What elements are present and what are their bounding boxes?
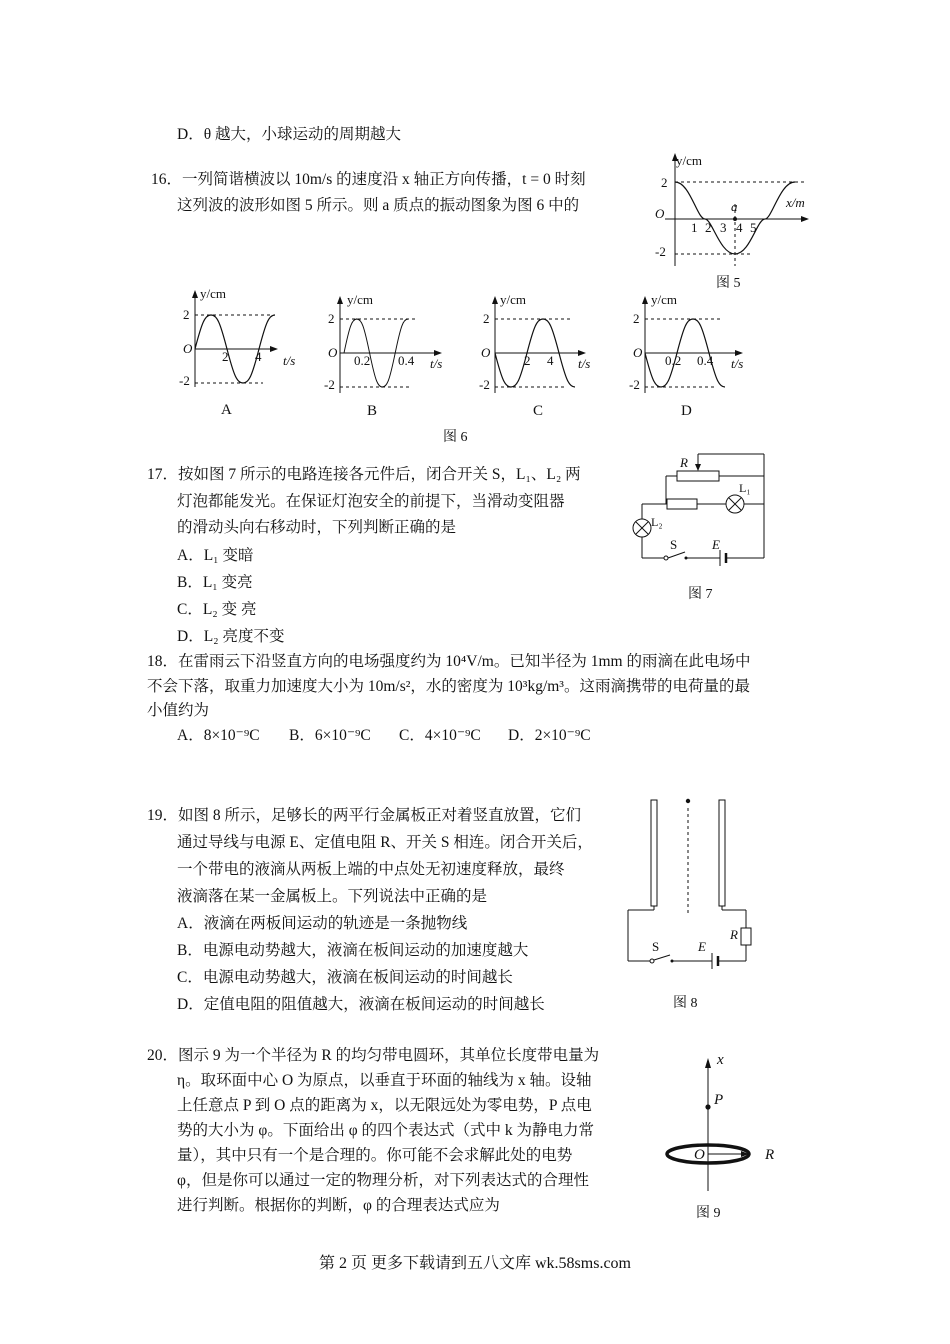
fig8-label-r: R — [730, 927, 738, 942]
q18-stem-line2: 不会下落，取重力加速度大小为 10m/s²，水的密度为 10³kg/m³。这雨滴携带的电荷量的最 — [147, 678, 750, 695]
fig8-label-s: S — [652, 939, 660, 954]
q19-option-b: B．电源电动势越大，液滴在板间运动的加速度越大 — [177, 942, 529, 959]
figure-8-caption: 图 8 — [673, 996, 698, 1011]
q19-stem-line2: 通过导线与电源 E、定值电阻 R、开关 S 相连。闭合开关后， — [177, 834, 593, 851]
fig6a-letter: A — [221, 402, 232, 418]
fig6d-origin: O — [633, 345, 643, 360]
figure-6-graph-b — [320, 288, 450, 428]
figure-9-caption: 图 9 — [696, 1206, 721, 1221]
fig9-label-x: x — [717, 1052, 724, 1068]
q20-stem-line7: 进行判断。根据你的判断，φ 的合理表达式应为 — [177, 1197, 500, 1214]
q20-stem-line5: 量），其中只有一个是合理的。你可能不会求解此处的电势 — [177, 1147, 573, 1164]
fig5-origin: O — [655, 206, 665, 221]
q18-option-d: D．2×10⁻⁹C — [508, 727, 591, 744]
page-footer: 第 2 页 更多下载请到五八文库 wk.58sms.com — [318, 1255, 631, 1272]
fig5-y-tick: -2 — [655, 244, 666, 259]
fig5-x-tick: 4 — [736, 220, 743, 235]
figure-6-graph-a — [175, 282, 305, 422]
fig6b-origin: O — [328, 345, 338, 360]
figure-8-parallel-plates — [620, 794, 760, 974]
q17-stem-line1: 17．按如图 7 所示的电路连接各元件后，闭合开关 S，L₁、L₂ 两 — [147, 466, 581, 483]
fig6c-letter: C — [533, 403, 544, 419]
fig6b-x-label: t/s — [430, 356, 443, 371]
q18-stem-line3: 小值约为 — [147, 702, 210, 719]
q20-stem-line3: 上任意点 P 到 O 点的距离为 x，以无限远处为零电势，P 点电 — [177, 1097, 592, 1114]
fig5-x-tick: 2 — [705, 220, 712, 235]
q15-option-d: D．θ 越大，小球运动的周期越大 — [177, 126, 401, 143]
fig7-label-l2: L₂ — [651, 515, 663, 529]
q17-option-b: B．L₁ 变亮 — [177, 574, 253, 591]
fig9-label-p: P — [714, 1092, 724, 1108]
fig6d-y-tick: 2 — [633, 311, 640, 326]
fig5-x-label: x/m — [786, 195, 805, 210]
q18-option-b: B．6×10⁻⁹C — [289, 727, 371, 744]
fig6c-y-label: y/cm — [500, 292, 526, 307]
fig7-label-s: S — [670, 537, 678, 552]
fig6b-y-label: y/cm — [347, 292, 373, 307]
q18-option-c: C．4×10⁻⁹C — [399, 727, 481, 744]
fig6a-y-tick: 2 — [183, 307, 190, 322]
fig6b-y-tick: -2 — [324, 377, 335, 392]
fig6c-y-tick: -2 — [479, 377, 490, 392]
q17-option-a: A．L₁ 变暗 — [177, 547, 254, 564]
fig6c-x-tick: 4 — [547, 353, 554, 368]
fig5-y-label: y/cm — [676, 153, 702, 168]
q20-stem-line1: 20．图示 9 为一个半径为 R 的均匀带电圆环，其单位长度带电量为 — [147, 1047, 600, 1064]
figure-6-graph-d — [625, 288, 755, 428]
fig6c-origin: O — [481, 345, 491, 360]
q17-stem-line3: 的滑动头向右移动时，下列判断正确的是 — [177, 519, 457, 536]
figure-5-caption: 图 5 — [716, 276, 741, 291]
q19-option-a: A．液滴在两板间运动的轨迹是一条抛物线 — [177, 915, 468, 932]
figure-6-caption: 图 6 — [443, 430, 468, 445]
figure-5-wave-graph — [645, 148, 815, 290]
q20-stem-line2: η。取环面中心 O 为原点，以垂直于环面的轴线为 x 轴。设轴 — [177, 1072, 592, 1089]
figure-7-caption: 图 7 — [688, 587, 713, 602]
fig6a-y-label: y/cm — [200, 286, 226, 301]
fig6d-x-tick: 0.4 — [697, 353, 714, 368]
q17-option-d: D．L₂ 亮度不变 — [177, 628, 285, 645]
fig6a-origin: O — [183, 341, 193, 356]
q19-stem-line4: 液滴落在某一金属板上。下列说法中正确的是 — [177, 888, 488, 905]
fig8-label-e: E — [698, 939, 706, 954]
q20-stem-line4: 势的大小为 φ。下面给出 φ 的四个表达式（式中 k 为静电力常 — [177, 1122, 595, 1139]
q16-stem-line1: 16．一列简谐横波以 10m/s 的速度沿 x 轴正方向传播，t = 0 时刻 — [151, 171, 586, 188]
fig6d-x-tick: 0.2 — [665, 353, 682, 368]
q17-option-c: C．L₂ 变 亮 — [177, 601, 257, 618]
fig6c-x-tick: 2 — [524, 353, 531, 368]
q19-stem-line1: 19．如图 8 所示，足够长的两平行金属板正对着竖直放置，它们 — [147, 807, 582, 824]
fig6a-y-tick: -2 — [179, 373, 190, 388]
fig5-x-tick: 5 — [750, 220, 757, 235]
fig5-point-a: a — [731, 199, 738, 214]
fig6a-x-tick: 2 — [222, 349, 229, 364]
fig5-x-tick: 1 — [691, 220, 698, 235]
q18-stem-line1: 18．在雷雨云下沿竖直方向的电场强度约为 10⁴V/m。已知半径为 1mm 的雨滴在此电场中 — [147, 653, 751, 670]
fig6d-y-label: y/cm — [651, 292, 677, 307]
figure-7-circuit — [620, 446, 780, 566]
fig6d-y-tick: -2 — [629, 377, 640, 392]
fig6c-x-label: t/s — [578, 356, 591, 371]
fig6d-x-label: t/s — [731, 356, 744, 371]
fig5-y-tick: 2 — [661, 175, 668, 190]
fig6c-y-tick: 2 — [483, 311, 490, 326]
q16-stem-line2: 这列波的波形如图 5 所示。则 a 质点的振动图象为图 6 中的 — [177, 197, 580, 214]
fig9-label-o: O — [694, 1147, 705, 1163]
fig6a-x-tick: 4 — [255, 349, 262, 364]
fig6b-x-tick: 0.4 — [398, 353, 415, 368]
fig6d-letter: D — [681, 403, 692, 419]
q19-stem-line3: 一个带电的液滴从两板上端的中点处无初速度释放，最终 — [177, 861, 565, 878]
fig5-x-tick: 3 — [720, 220, 727, 235]
q18-option-a: A．8×10⁻⁹C — [177, 727, 260, 744]
q20-stem-line6: φ，但是你可以通过一定的物理分析，对下列表达式的合理性 — [177, 1172, 589, 1189]
fig7-label-l1: L₁ — [739, 481, 751, 495]
fig6a-x-label: t/s — [283, 353, 296, 368]
fig6b-x-tick: 0.2 — [354, 353, 371, 368]
fig9-label-r: R — [765, 1147, 775, 1163]
fig6b-letter: B — [367, 403, 378, 419]
q19-option-d: D．定值电阻的阻值越大，液滴在板间运动的时间越长 — [177, 996, 545, 1013]
fig7-label-e: E — [712, 537, 720, 552]
figure-6-graph-c — [475, 288, 605, 428]
fig6b-y-tick: 2 — [328, 311, 335, 326]
q19-option-c: C．电源电动势越大，液滴在板间运动的时间越长 — [177, 969, 513, 986]
q17-stem-line2: 灯泡都能发光。在保证灯泡安全的前提下，当滑动变阻器 — [177, 493, 565, 510]
figure-9-charged-ring — [665, 1046, 785, 1196]
fig7-label-r: R — [680, 455, 688, 470]
